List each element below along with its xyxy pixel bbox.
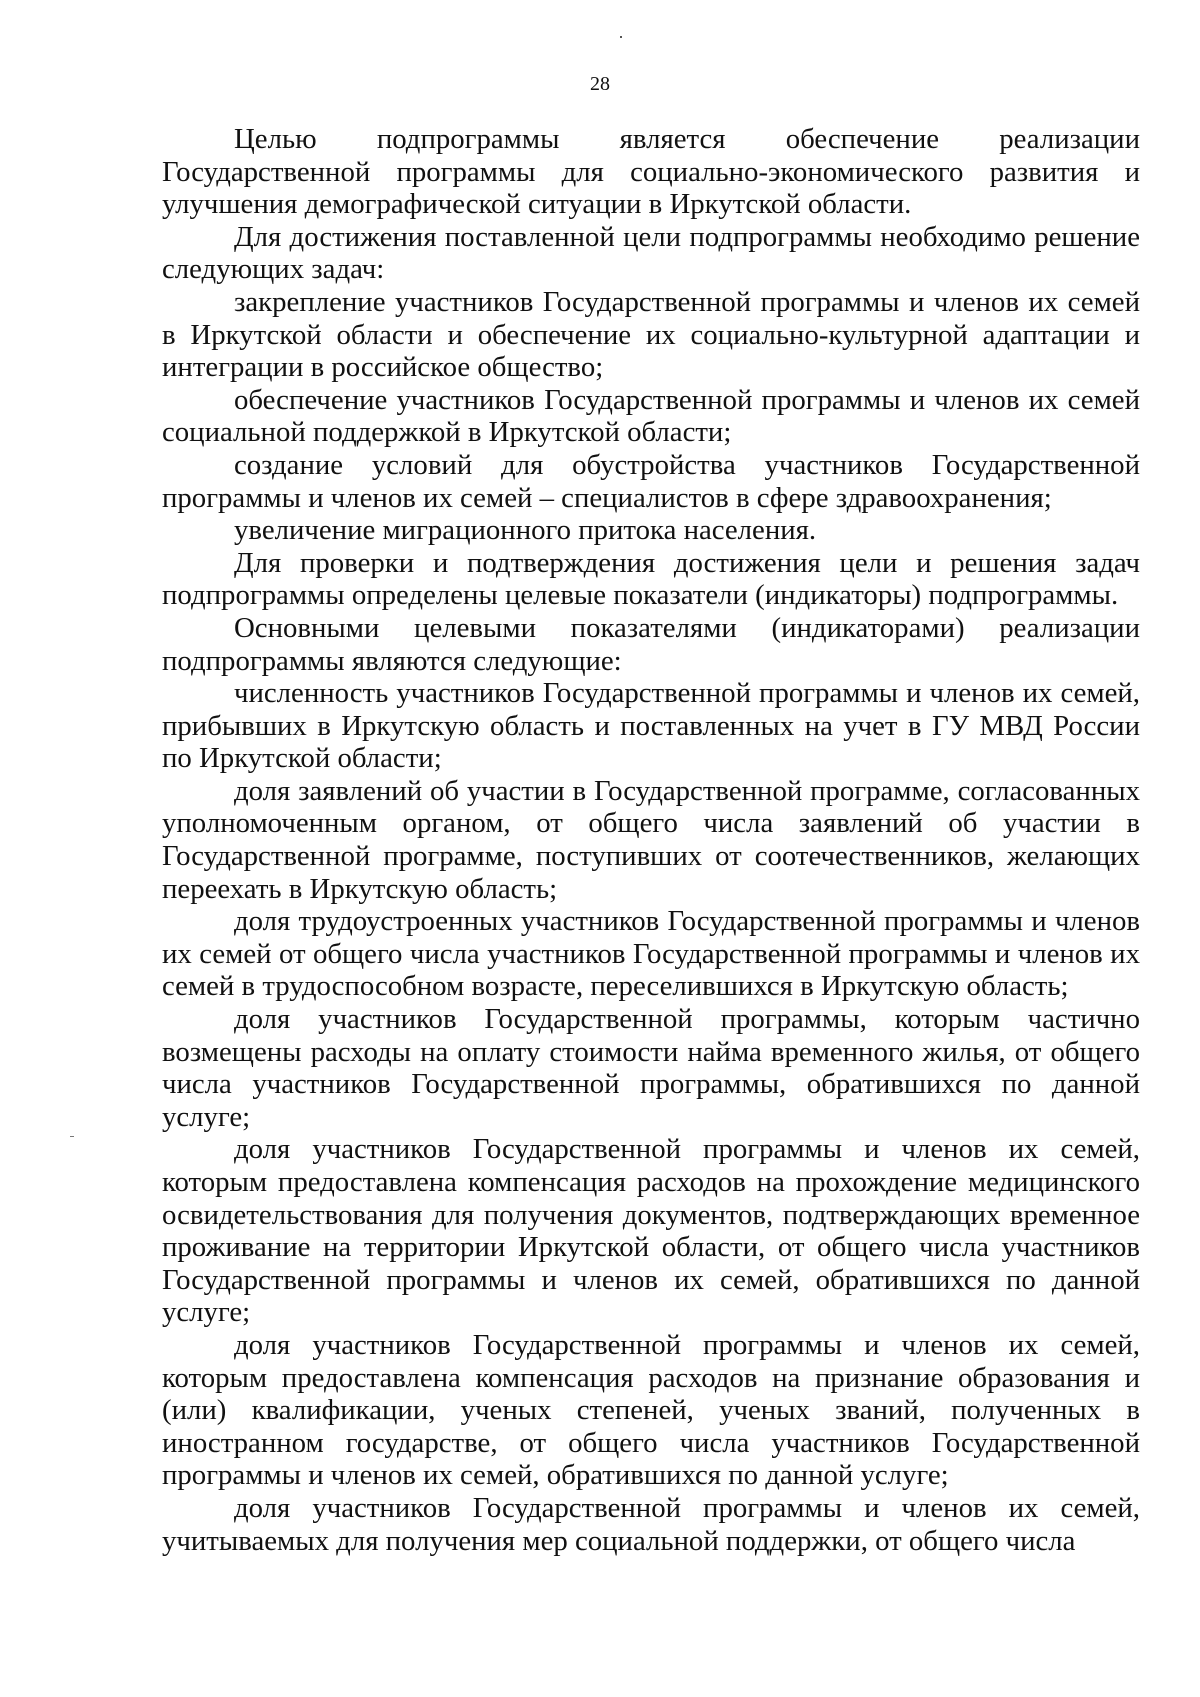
paragraph-main-indicators: Основными целевыми показателями (индикаторами) реализации подпрограммы являются следующие:: [162, 611, 1140, 677]
document-body: [162, 123, 1140, 1557]
paragraph-task-3: создание условий для обустройства участников Государственной программы и членов их семей – специалистов в сфере здравоохранения;: [162, 448, 1140, 514]
paragraph-indicator-5: доля участников Государственной программы и членов их семей, которым предоставлена компенсация расходов на прохождение медицинского освидетельствования для получения документов, подтверждающих временное проживание на территории Иркутской области, от общего числа участников Государственной программы и членов их семей, обратившихся по данной услуге;: [162, 1133, 1140, 1329]
paragraph-indicator-7: доля участников Государственной программы и членов их семей, учитываемых для получения мер социальной поддержки, от общего числа: [162, 1491, 1140, 1557]
scan-artifact-mark: [70, 1136, 74, 1137]
paragraph-indicator-4: доля участников Государственной программы, которым частично возмещены расходы на оплату стоимости найма временного жилья, от общего числа участников Государственной программы, обратившихся по данной услуге;: [162, 1003, 1140, 1133]
paragraph-indicator-1: численность участников Государственной программы и членов их семей, прибывших в Иркутскую область и поставленных на учет в ГУ МВД России по Иркутской области;: [162, 677, 1140, 775]
page-number: 28: [590, 73, 610, 95]
paragraph-task-2: обеспечение участников Государственной программы и членов их семей социальной поддержкой в Иркутской области;: [162, 383, 1140, 449]
scan-artifact-dot: [620, 36, 622, 38]
paragraph-task-4: увеличение миграционного притока населения.: [234, 514, 817, 547]
paragraph-indicator-6: доля участников Государственной программы и членов их семей, которым предоставлена компенсация расходов на признание образования и (или) квалификации, ученых степеней, ученых званий, полученных в иностранном государстве, от общего числа участников Государственной программы и членов их семей, обратившихся по данной услуге;: [162, 1328, 1140, 1492]
paragraph-indicators-intro: Для проверки и подтверждения достижения цели и решения задач подпрограммы определены целевые показатели (индикаторы) подпрограммы.: [162, 546, 1140, 612]
paragraph-indicator-2: доля заявлений об участии в Государственной программе, согласованных уполномоченным органом, от общего числа заявлений об участии в Государственной программе, поступивших от соотечественников, желающих переехать в Иркутскую область;: [162, 774, 1140, 905]
paragraph-task-1: закрепление участников Государственной программы и членов их семей в Иркутской области и обеспечение их социально-культурной адаптации и интеграции в российское общество;: [162, 285, 1140, 384]
paragraph-tasks-intro: Для достижения поставленной цели подпрограммы необходимо решение следующих задач:: [162, 220, 1140, 286]
paragraph-goal: Целью подпрограммы является обеспечение реализации Государственной программы для социально-экономического развития и улучшения демографической ситуации в Иркутской области.: [162, 123, 1140, 221]
paragraph-indicator-3: доля трудоустроенных участников Государственной программы и членов их семей от общего числа участников Государственной программы и членов их семей в трудоспособном возрасте, переселившихся в Иркутскую область;: [162, 905, 1140, 1003]
